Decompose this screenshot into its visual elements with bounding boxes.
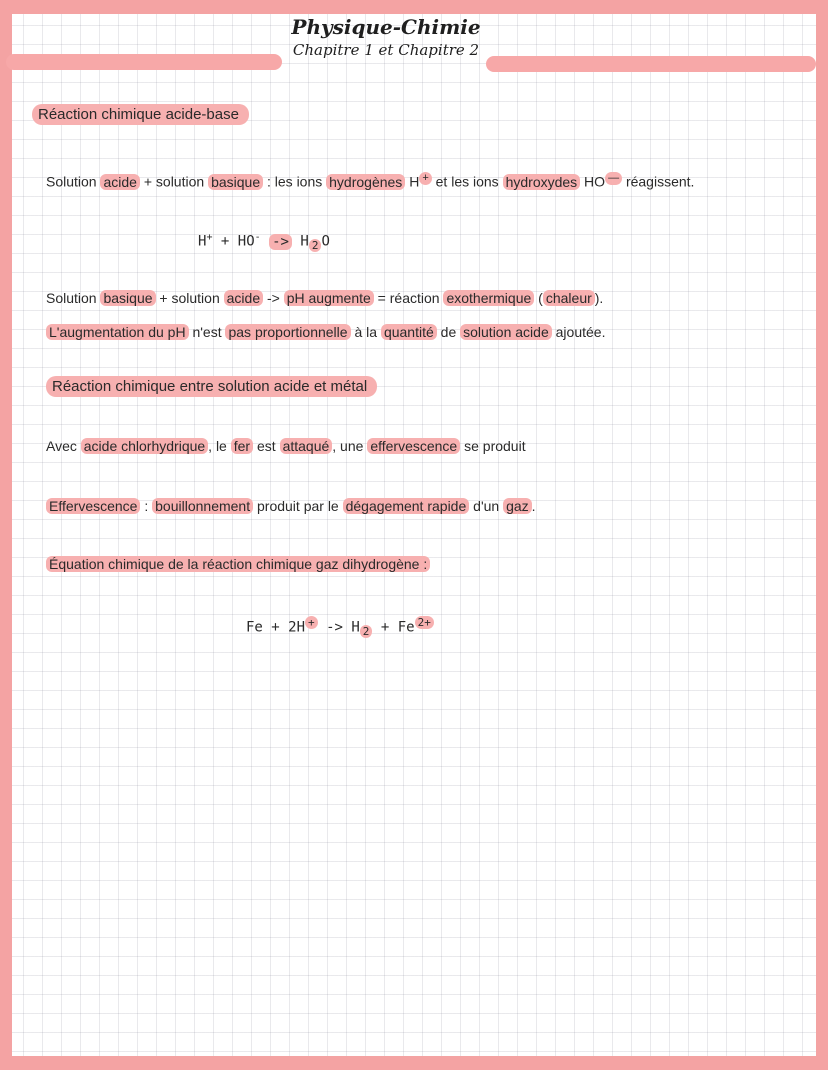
text: , le [208,438,231,454]
page-border-right [816,0,828,1070]
page-title [286,14,486,60]
eq-sup: + [206,232,213,243]
text: : [140,498,153,514]
paragraph-hydrochloric-acid [46,438,526,454]
highlight: pH augmente [284,290,374,306]
highlight: solution acide [460,324,552,340]
eq-term: Fe + 2H [246,619,306,636]
paragraph-acid-base [46,172,694,190]
highlight: exothermique [443,290,534,306]
text: . [531,498,536,514]
equation-dihydrogen [246,616,434,638]
text: est [253,438,280,454]
highlight: effervescence [367,438,460,454]
eq-term: O [321,233,330,250]
highlight: gaz [503,498,532,514]
highlight: attaqué [280,438,333,454]
highlight: Effervescence [46,498,140,514]
text: ajoutée. [551,324,606,340]
text: ( [534,290,543,306]
page-border-top [0,0,828,14]
highlight: quantité [381,324,437,340]
highlight: basique [100,290,155,306]
eq-term: HO [237,233,255,250]
text: : les ions [263,173,327,190]
highlight: pas proportionnelle [225,324,350,340]
title-decoration-right [486,56,816,72]
eq-sup: - [254,232,261,243]
page-border-bottom [0,1056,828,1070]
highlight: Équation chimique de la réaction chimique gaz dihydrogène : [46,556,430,572]
text: Avec [46,438,81,454]
highlight: fer [231,438,253,454]
text: Solution [46,290,101,306]
eq-term: + Fe [372,619,415,636]
text: + solution [155,290,224,306]
eq-term: -> H [317,619,360,636]
text: HO [580,173,606,190]
eq-arrow: -> [269,234,292,250]
equation-water-formation [198,232,330,252]
paragraph-ph-increase [46,290,603,306]
highlight: dégagement rapide [343,498,470,514]
text: , une [332,438,368,454]
eq-sup: 2+ [415,616,434,629]
section-heading-text: Réaction chimique acide-base [32,104,249,125]
eq-sub: 2 [309,239,322,252]
page-border-left [0,0,12,1070]
section-heading-acid-base [32,106,249,123]
text: n'est [188,324,226,340]
highlight: hydroxydes [503,174,581,190]
highlight: bouillonnement [152,498,253,514]
title-decoration-left [6,54,282,70]
superscript: — [605,172,622,185]
subtitle-text: Chapitre 1 et Chapitre 2 [292,41,480,59]
text: se produit [460,438,526,454]
text: à la [350,324,381,340]
eq-term: H [198,233,207,250]
paragraph-effervescence [46,498,536,514]
text: H [405,173,420,190]
paragraph-proportionality [46,324,605,340]
text: Solution [46,173,101,190]
text: d'un [469,498,504,514]
highlight: basique [208,174,263,190]
text: et les ions [431,173,503,190]
text: réagissent. [622,173,695,190]
highlight: acide [224,290,263,306]
eq-op: + [220,233,230,250]
title-text: Physique-Chimie [291,15,481,39]
highlight: L'augmentation du pH [46,324,189,340]
highlight: acide chlorhydrique [81,438,208,454]
eq-sup: + [305,616,318,629]
highlight: chaleur [543,290,595,306]
highlight: acide [100,174,139,190]
text: de [436,324,461,340]
text: produit par le [253,498,343,514]
highlight: hydrogènes [326,174,405,190]
text: ). [594,290,604,306]
paragraph-equation-heading [46,556,430,572]
text: -> [263,290,284,306]
text: + solution [139,173,209,190]
section-heading-acid-metal [46,378,377,395]
text: = réaction [373,290,444,306]
eq-term: H [300,233,309,250]
section-heading-text: Réaction chimique entre solution acide et métal [46,376,377,397]
superscript: + [419,172,431,185]
eq-sub: 2 [360,625,373,638]
